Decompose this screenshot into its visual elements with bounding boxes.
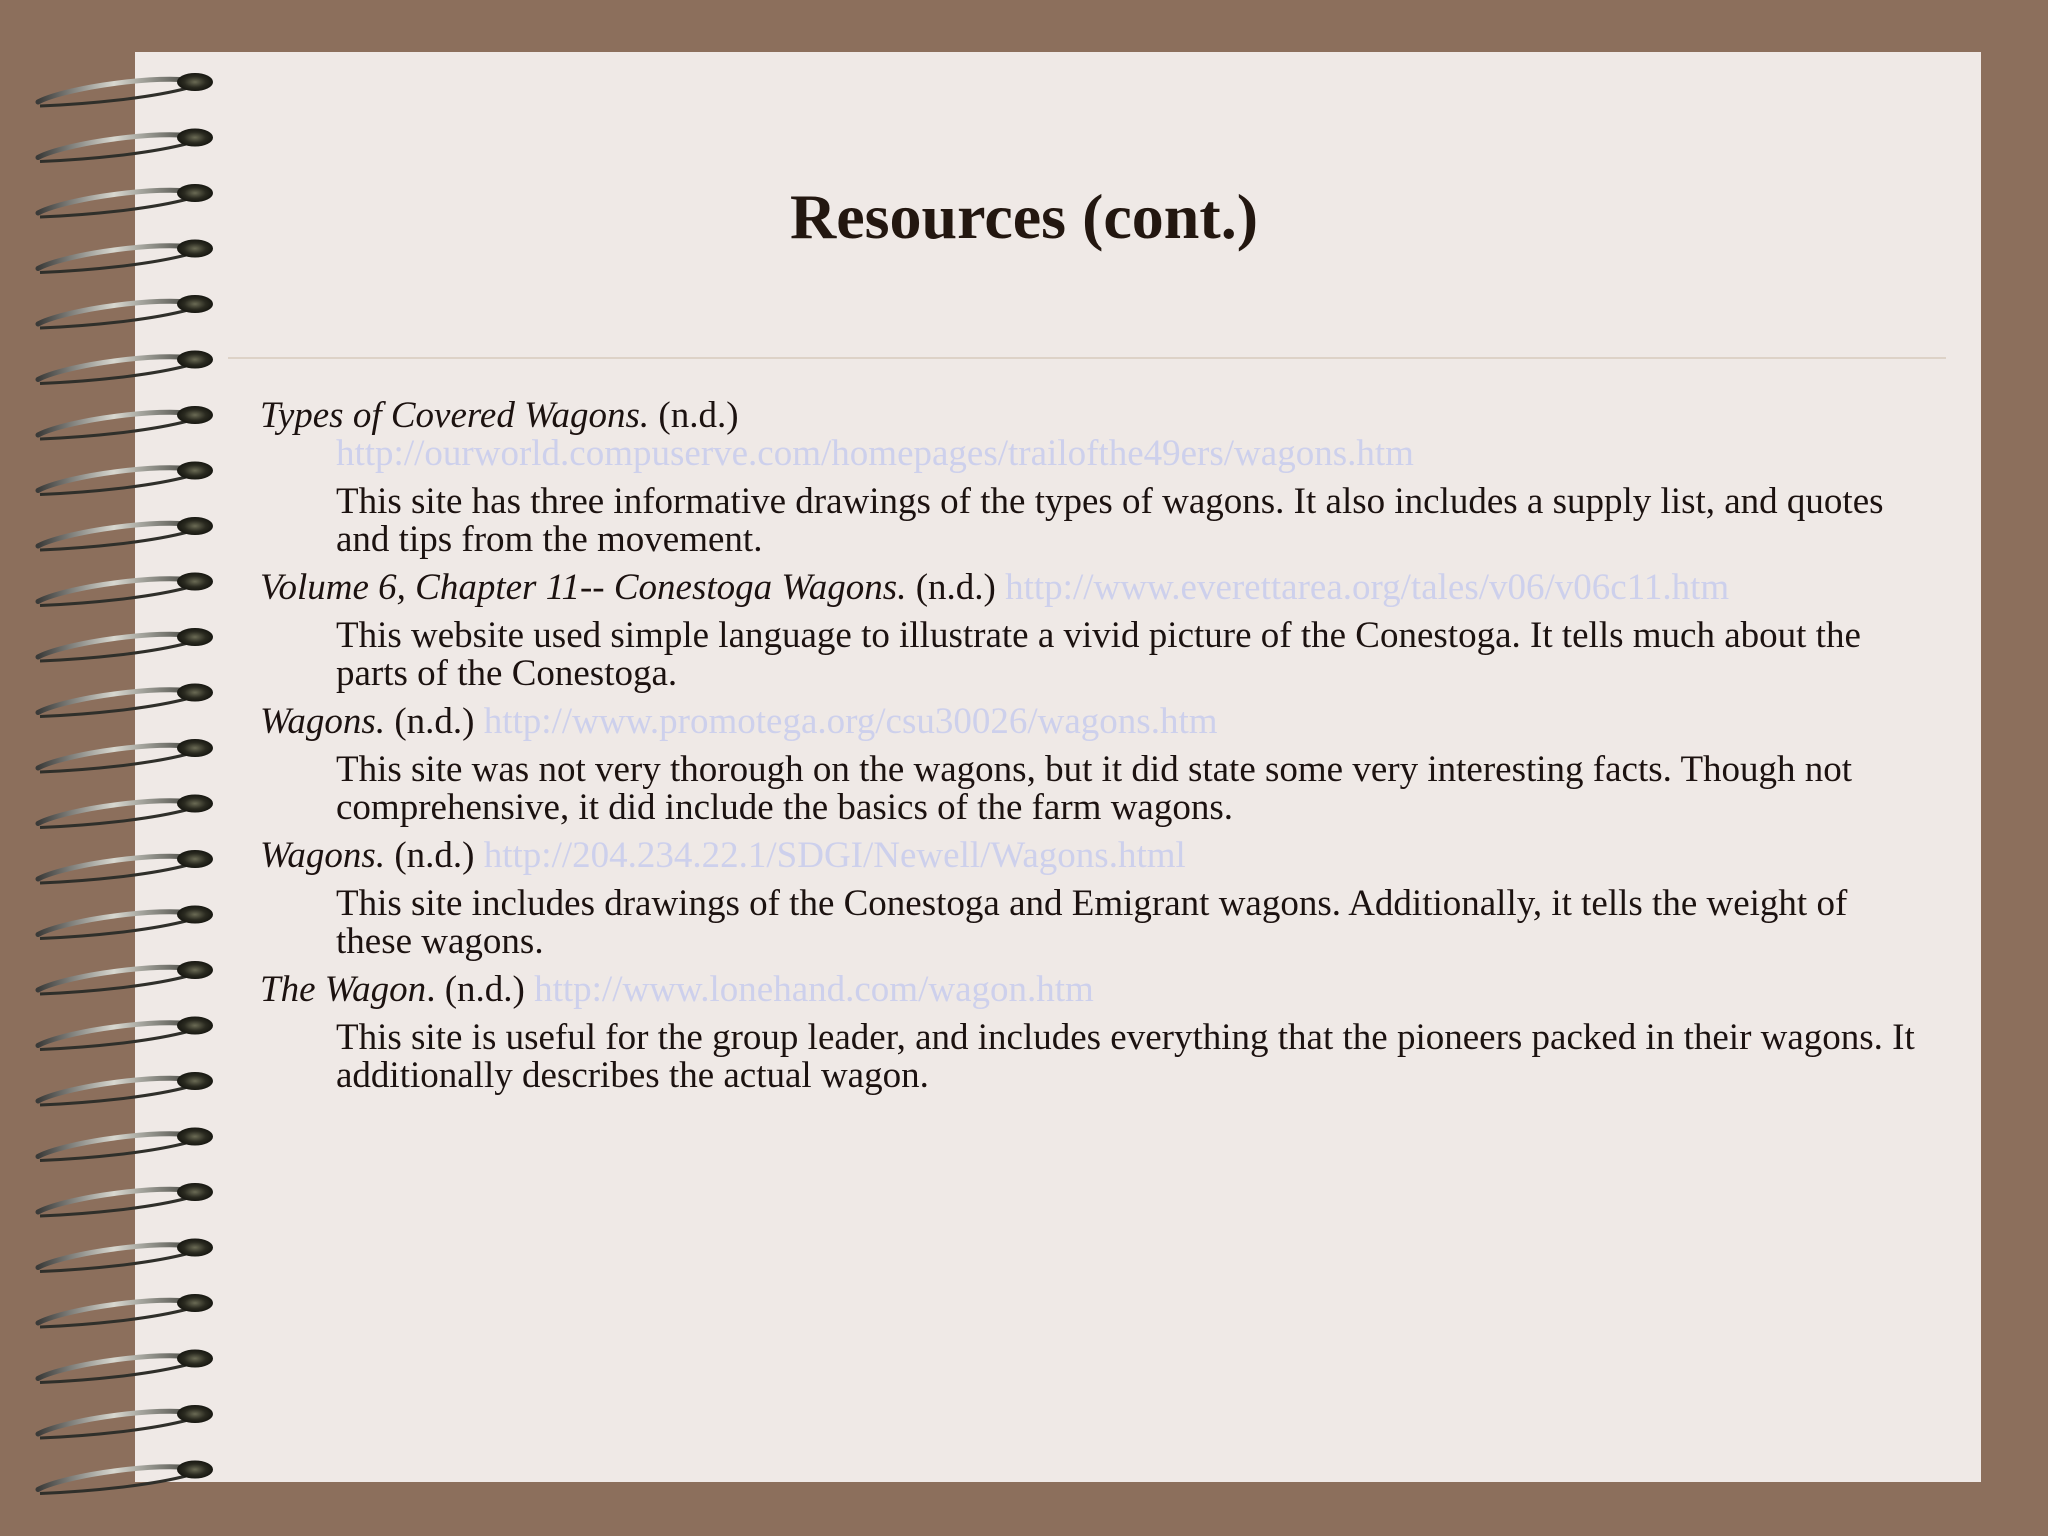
reference-citation bbox=[260, 397, 1920, 473]
binding-ring bbox=[38, 73, 213, 106]
reference-link[interactable]: http://www.everettarea.org/tales/v06/v06c11.htm bbox=[1005, 567, 1730, 608]
reference-citation bbox=[260, 971, 1920, 1009]
reference-entry bbox=[260, 703, 1920, 827]
reference-list bbox=[260, 397, 1920, 1105]
reference-date: (n.d.) bbox=[394, 701, 475, 742]
binding-ring bbox=[38, 462, 213, 495]
reference-entry bbox=[260, 569, 1920, 693]
binding-ring bbox=[38, 295, 213, 328]
binding-ring bbox=[38, 1072, 213, 1105]
reference-citation bbox=[260, 569, 1920, 607]
binding-ring bbox=[38, 850, 213, 883]
binding-ring bbox=[38, 1239, 213, 1272]
binding-ring bbox=[38, 573, 213, 606]
binding-ring bbox=[38, 1405, 213, 1438]
binding-ring bbox=[38, 1294, 213, 1327]
binding-ring bbox=[38, 628, 213, 661]
reference-entry bbox=[260, 837, 1920, 961]
binding-ring bbox=[38, 406, 213, 439]
reference-entry bbox=[260, 397, 1920, 559]
reference-link[interactable]: http://www.promotega.org/csu30026/wagons.htm bbox=[483, 701, 1218, 742]
reference-date: (n.d.) bbox=[394, 835, 475, 876]
binding-ring bbox=[38, 1128, 213, 1161]
reference-title: Wagons. bbox=[260, 701, 386, 742]
reference-citation bbox=[260, 837, 1920, 875]
reference-description: This site was not very thorough on the wagons, but it did state some very interesting facts. Though not comprehensive, it did include the basics of the farm wagons. bbox=[336, 749, 1853, 828]
binding-ring bbox=[38, 1017, 213, 1050]
binding-ring bbox=[38, 351, 213, 384]
reference-title: Volume 6, Chapter 11-- Conestoga Wagons. bbox=[260, 567, 907, 608]
title-divider bbox=[228, 357, 1946, 359]
binding-ring bbox=[38, 1461, 213, 1494]
reference-entry bbox=[260, 971, 1920, 1095]
reference-date: (n.d.) bbox=[658, 395, 739, 436]
binding-ring bbox=[38, 961, 213, 994]
reference-link[interactable]: http://ourworld.compuserve.com/homepages/trailofthe49ers/wagons.htm bbox=[336, 433, 1414, 474]
reference-link[interactable]: http://204.234.22.1/SDGI/Newell/Wagons.html bbox=[483, 835, 1186, 876]
binding-ring bbox=[38, 1350, 213, 1383]
reference-citation bbox=[260, 703, 1920, 741]
binding-ring bbox=[38, 517, 213, 550]
binding-ring bbox=[38, 795, 213, 828]
binding-ring bbox=[38, 739, 213, 772]
binding-ring bbox=[38, 684, 213, 717]
reference-title: Types of Covered Wagons. bbox=[260, 395, 650, 436]
reference-description: This website used simple language to illustrate a vivid picture of the Conestoga. It tells much about the parts of the Conestoga. bbox=[336, 615, 1861, 694]
reference-description: This site includes drawings of the Conestoga and Emigrant wagons. Additionally, it tells the weight of these wagons. bbox=[336, 883, 1848, 962]
reference-title: Wagons. bbox=[260, 835, 386, 876]
reference-date: (n.d.) bbox=[915, 567, 996, 608]
binding-ring bbox=[38, 129, 213, 162]
page-title: Resources (cont.) bbox=[789, 181, 1259, 252]
binding-ring bbox=[38, 906, 213, 939]
reference-title: The Wagon bbox=[260, 969, 427, 1010]
reference-link[interactable]: http://www.lonehand.com/wagon.htm bbox=[534, 969, 1094, 1010]
reference-description: This site is useful for the group leader, and includes everything that the pioneers packed in their wagons. It additionally describes the actual wagon. bbox=[336, 1017, 1915, 1096]
reference-description: This site has three informative drawings of the types of wagons. It also includes a supply list, and quotes and tips from the movement. bbox=[336, 481, 1884, 560]
binding-ring bbox=[38, 1183, 213, 1216]
reference-date: . (n.d.) bbox=[426, 969, 525, 1010]
